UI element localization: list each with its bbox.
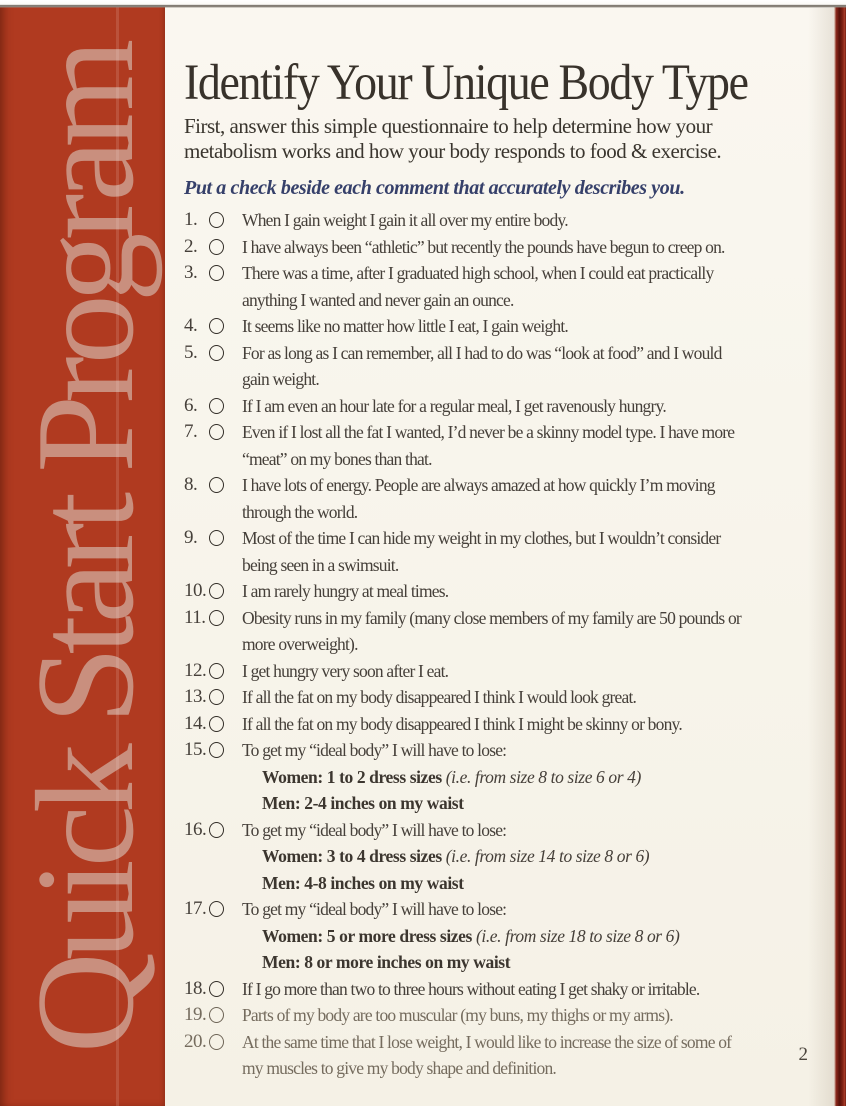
answer-circle[interactable] [209, 530, 224, 546]
sub-option-bold-text: Men: 8 or more inches on my waist [262, 952, 511, 972]
question-number: 4. [184, 315, 198, 336]
question-number: 19. [184, 1004, 207, 1025]
question-item [184, 711, 824, 738]
question-text [242, 525, 720, 578]
question-number: 17. [184, 898, 207, 919]
question-text-line: more overweight). [242, 634, 358, 654]
question-item [184, 525, 824, 578]
question-text-line: If I go more than two to three hours without eating I get shaky or irritable. [242, 978, 700, 999]
question-number: 13. [184, 686, 207, 707]
question-item [184, 393, 824, 420]
question-text [242, 1029, 731, 1082]
questionnaire-list [184, 207, 824, 1082]
question-text-line: I get hungry very soon after I eat. [242, 660, 449, 681]
question-text-line: If all the fat on my body disappeared I think I might be skinny or bony. [242, 713, 682, 734]
answer-circle-cell [209, 711, 231, 732]
answer-circle-cell [209, 896, 231, 917]
question-text-line: There was a time, after I graduated high school, when I could eat practically [242, 263, 714, 283]
question-number: 11. [184, 606, 206, 628]
answer-circle-cell [209, 393, 231, 414]
answer-circle[interactable] [209, 742, 224, 758]
answer-circle[interactable] [209, 345, 224, 361]
question-item [184, 260, 824, 313]
question-text-line: Obesity runs in my family (many close members of my family are 50 pounds or [242, 607, 741, 628]
question-number: 12. [184, 659, 207, 681]
question-text-line: my muscles to give my body shape and definition. [242, 1058, 556, 1078]
question-number: 9. [184, 527, 198, 548]
question-text-line: I am rarely hungry at meal times. [242, 581, 449, 601]
sub-option-bold-text: Women: 5 or more dress sizes [262, 925, 476, 946]
sub-option-italic-text: (i.e. from size 18 to size 8 or 6) [475, 925, 680, 946]
question-text [242, 817, 649, 897]
answer-circle-cell [209, 313, 231, 334]
sub-option-bold-text: Men: 4-8 inches on my waist [262, 872, 464, 893]
question-item [184, 976, 824, 1003]
subtitle-line-1: First, answer this simple questionnaire to help determine how your [184, 114, 713, 138]
question-number: 6. [184, 394, 198, 416]
question-text-line: Parts of my body are too muscular (my buns, my thighs or my arms). [242, 1005, 673, 1025]
question-number: 1. [184, 209, 198, 230]
instruction-line: Put a check beside each comment that accurately describes you. [184, 177, 685, 199]
question-item [184, 684, 824, 711]
answer-circle[interactable] [209, 477, 224, 493]
answer-circle-cell [209, 684, 231, 705]
sub-option-italic-text: (i.e. from size 8 to size 6 or 4) [445, 766, 641, 787]
question-item [184, 313, 824, 340]
question-text [242, 578, 448, 605]
questionnaire-page [165, 8, 834, 1106]
question-number: 15. [184, 739, 207, 760]
answer-circle-cell [209, 605, 231, 626]
question-text-line: If all the fat on my body disappeared I think I would look great. [242, 687, 637, 707]
question-item [184, 340, 824, 393]
question-text-line: Even if I lost all the fat I wanted, I’d never be a skinny model type. I have more [242, 422, 735, 442]
question-text-line: For as long as I can remember, all I had to do was “look at food” and I would [242, 342, 722, 363]
answer-circle-cell [209, 207, 231, 228]
sub-option-bold-text: Women: 3 to 4 dress sizes [262, 846, 446, 866]
question-number: 20. [184, 1030, 207, 1052]
answer-circle-cell [209, 525, 231, 546]
answer-circle[interactable] [209, 265, 224, 281]
question-text-line: I have lots of energy. People are always amazed at how quickly I’m moving [242, 475, 715, 495]
answer-circle-cell [209, 737, 231, 758]
question-number: 18. [184, 977, 207, 999]
answer-circle-cell [209, 472, 231, 493]
question-text-line: To get my “ideal body” I will have to lose: [242, 899, 507, 919]
question-text-line: “meat” on my bones than that. [242, 448, 432, 469]
question-text-line: gain weight. [242, 369, 319, 389]
answer-circle[interactable] [209, 981, 224, 997]
answer-circle-cell [209, 1002, 231, 1023]
answer-circle[interactable] [209, 663, 224, 679]
question-text-line: being seen in a swimsuit. [242, 554, 399, 575]
question-item [184, 896, 824, 976]
question-text [242, 393, 666, 420]
question-text-line: At the same time that I lose weight, I would like to increase the size of some of [242, 1031, 732, 1052]
sub-option-women [262, 923, 679, 950]
subtitle-line-2: metabolism works and how your body responds to food & exercise. [184, 138, 722, 163]
question-text-line: To get my “ideal body” I will have to lose: [242, 740, 507, 760]
page-subtitle [184, 114, 824, 163]
question-item [184, 578, 824, 605]
question-item [184, 605, 824, 658]
question-number: 10. [184, 580, 207, 601]
question-text-line: To get my “ideal body” I will have to lose: [242, 819, 507, 840]
answer-circle-cell [209, 340, 231, 361]
question-text-line: through the world. [242, 501, 358, 522]
question-item [184, 472, 824, 525]
answer-circle[interactable] [209, 716, 224, 732]
sidebar-vertical-title: Quick Start Program [8, 46, 163, 1054]
question-number: 3. [184, 262, 198, 283]
answer-circle-cell [209, 1029, 231, 1050]
question-item [184, 1029, 824, 1082]
scan-top-edge [0, 0, 846, 8]
page-title: Identify Your Unique Body Type [184, 55, 748, 111]
question-text-line: It seems like no matter how little I eat, I gain weight. [242, 316, 568, 336]
question-text [242, 207, 568, 234]
sub-option-italic-text: (i.e. from size 14 to size 8 or 6) [445, 846, 650, 866]
answer-circle-cell [209, 976, 231, 997]
question-item [184, 1002, 824, 1029]
sub-option-bold-text: Men: 2-4 inches on my waist [262, 793, 464, 813]
answer-circle[interactable] [209, 822, 224, 838]
answer-circle[interactable] [209, 398, 224, 414]
question-number: 16. [184, 818, 207, 840]
question-text [242, 260, 713, 313]
page-number: 2 [798, 1044, 808, 1065]
question-text [242, 472, 715, 525]
sub-option-women [262, 764, 641, 791]
answer-circle-cell [209, 658, 231, 679]
question-text [242, 1002, 673, 1029]
question-text [242, 976, 699, 1003]
answer-circle[interactable] [209, 424, 224, 440]
question-text [242, 234, 725, 261]
question-number: 8. [184, 474, 198, 495]
answer-circle[interactable] [209, 1034, 224, 1050]
question-item [184, 207, 824, 234]
sub-option-bold-text: Women: 1 to 2 dress sizes [262, 766, 446, 787]
answer-circle-cell [209, 817, 231, 838]
question-item [184, 817, 824, 897]
answer-circle[interactable] [209, 583, 224, 599]
question-item [184, 419, 824, 472]
sub-option-men [262, 949, 679, 976]
question-text [242, 605, 741, 658]
answer-circle[interactable] [209, 239, 224, 255]
answer-circle[interactable] [209, 689, 224, 705]
answer-circle-cell [209, 578, 231, 599]
question-number: 7. [184, 421, 198, 442]
question-text-line: I have always been “athletic” but recently the pounds have begun to creep on. [242, 236, 725, 257]
question-text [242, 711, 682, 738]
sidebar-band [0, 0, 165, 1106]
question-text [242, 737, 641, 817]
answer-circle[interactable] [209, 610, 224, 626]
answer-circle-cell [209, 260, 231, 281]
question-text-line: When I gain weight I gain it all over my entire body. [242, 210, 568, 230]
question-item [184, 234, 824, 261]
book-spine-edge [834, 0, 846, 1106]
question-item [184, 737, 824, 817]
sub-option-women [262, 843, 649, 870]
answer-circle-cell [209, 419, 231, 440]
question-text [242, 684, 636, 711]
question-text-line: anything I wanted and never gain an ounce. [242, 289, 514, 310]
question-text [242, 313, 568, 340]
question-item [184, 658, 824, 685]
sub-option-men [262, 790, 641, 817]
question-number: 2. [184, 235, 198, 257]
question-text [242, 419, 734, 472]
answer-circle[interactable] [209, 318, 224, 334]
answer-circle[interactable] [209, 901, 224, 917]
question-number: 5. [184, 341, 198, 363]
answer-circle-cell [209, 234, 231, 255]
answer-circle[interactable] [209, 212, 224, 228]
question-text [242, 658, 448, 685]
sub-option-men [262, 870, 649, 897]
question-number: 14. [184, 712, 207, 734]
answer-circle[interactable] [209, 1007, 224, 1023]
question-text-line: Most of the time I can hide my weight in my clothes, but I wouldn’t consider [242, 528, 721, 548]
question-text [242, 340, 722, 393]
question-text-line: If I am even an hour late for a regular meal, I get ravenously hungry. [242, 395, 666, 416]
question-text [242, 896, 679, 976]
